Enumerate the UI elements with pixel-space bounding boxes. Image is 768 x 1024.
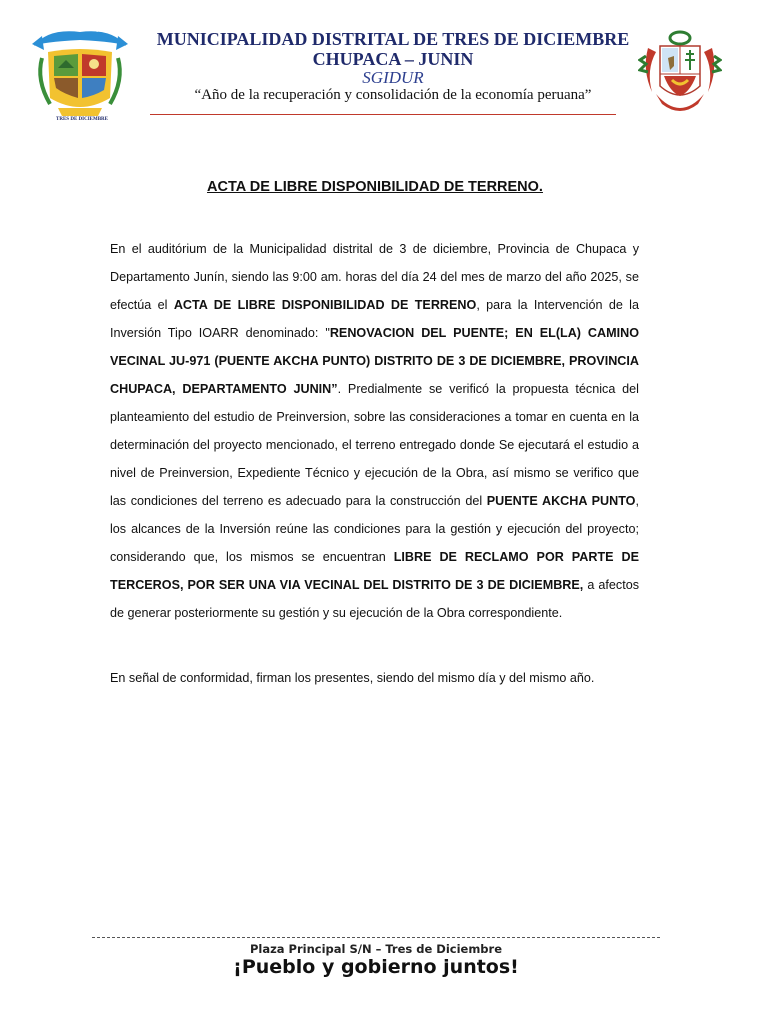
paragraph-bold-act-name: ACTA DE LIBRE DISPONIBILIDAD DE TERRENO (173, 298, 477, 312)
footer-motto: ¡Pueblo y gobierno juntos! (233, 956, 519, 978)
paragraph-text: a afectos de generar posteriormente su gestión y su ejecución de la Obra correspondiente. (110, 578, 639, 620)
peru-coat-of-arms (638, 30, 722, 122)
municipal-shield-logo (28, 24, 132, 126)
act-paragraph (110, 235, 639, 627)
document-title: ACTA DE LIBRE DISPONIBILIDAD DE TERRENO. (207, 179, 543, 195)
logo-banner-text: Distrito Turístico Ecológico (61, 28, 103, 32)
logo-caption: TRES DE DICIEMBRE (56, 117, 108, 122)
letterhead (0, 0, 768, 130)
paragraph-bold-bridge-name: PUENTE AKCHA PUNTO (486, 494, 636, 508)
year-slogan: “Año de la recuperación y consolidación de la economía peruana” (194, 87, 592, 103)
closing-paragraph: En señal de conformidad, firman los presentes, siendo del mismo día y del mismo año. (110, 671, 595, 685)
paragraph-text: . Predialmente se verificó la propuesta técnica del planteamiento del estudio de Preinversion, sobre las consideraciones a tomar en cuenta en la determinación del proyecto mencionado, el terreno entregado donde Se ejecutará el estudio a nivel de Preinversion, Expediente Técnico y ejecución de la Obra, así mismo se verifico que las condiciones del terreno es adecuado para la construcción del (110, 382, 639, 508)
department-name: SGIDUR (362, 68, 424, 87)
paragraph-text: , los alcances de la Inversión reúne las condiciones para la gestión y ejecución del proyecto; considerando que, los mismos se encuentran (110, 494, 639, 564)
paragraph-bold-project-name: RENOVACION DEL PUENTE; EN EL(LA) CAMINO VECINAL JU-971 (PUENTE AKCHA PUNTO) DISTRITO DE 3 DE DICIEMBRE, PROVINCIA CHUPACA, DEPARTAMENTO JUNIN” (110, 326, 639, 396)
footer-dashed-rule (92, 937, 660, 938)
footer-address: Plaza Principal S/N – Tres de Diciembre (249, 942, 503, 956)
paragraph-text: En el auditórium de la Municipalidad distrital de 3 de diciembre, Provincia de Chupaca y Departamento Junín, siendo las 9:00 am. horas del día 24 del mes de marzo del año 2025, se efectúa el (110, 242, 639, 312)
header-rule (150, 114, 616, 115)
municipality-location: CHUPACA – JUNIN (312, 49, 474, 69)
paragraph-text: , para la Intervención de la Inversión Tipo IOARR denominado: " (110, 298, 639, 340)
paragraph-bold-claim-free: LIBRE DE RECLAMO POR PARTE DE TERCEROS, POR SER UNA VIA VECINAL DEL DISTRITO DE 3 DE DICIEMBRE, (110, 550, 640, 592)
municipality-name: MUNICIPALIDAD DISTRITAL DE TRES DE DICIEMBRE (156, 29, 630, 49)
